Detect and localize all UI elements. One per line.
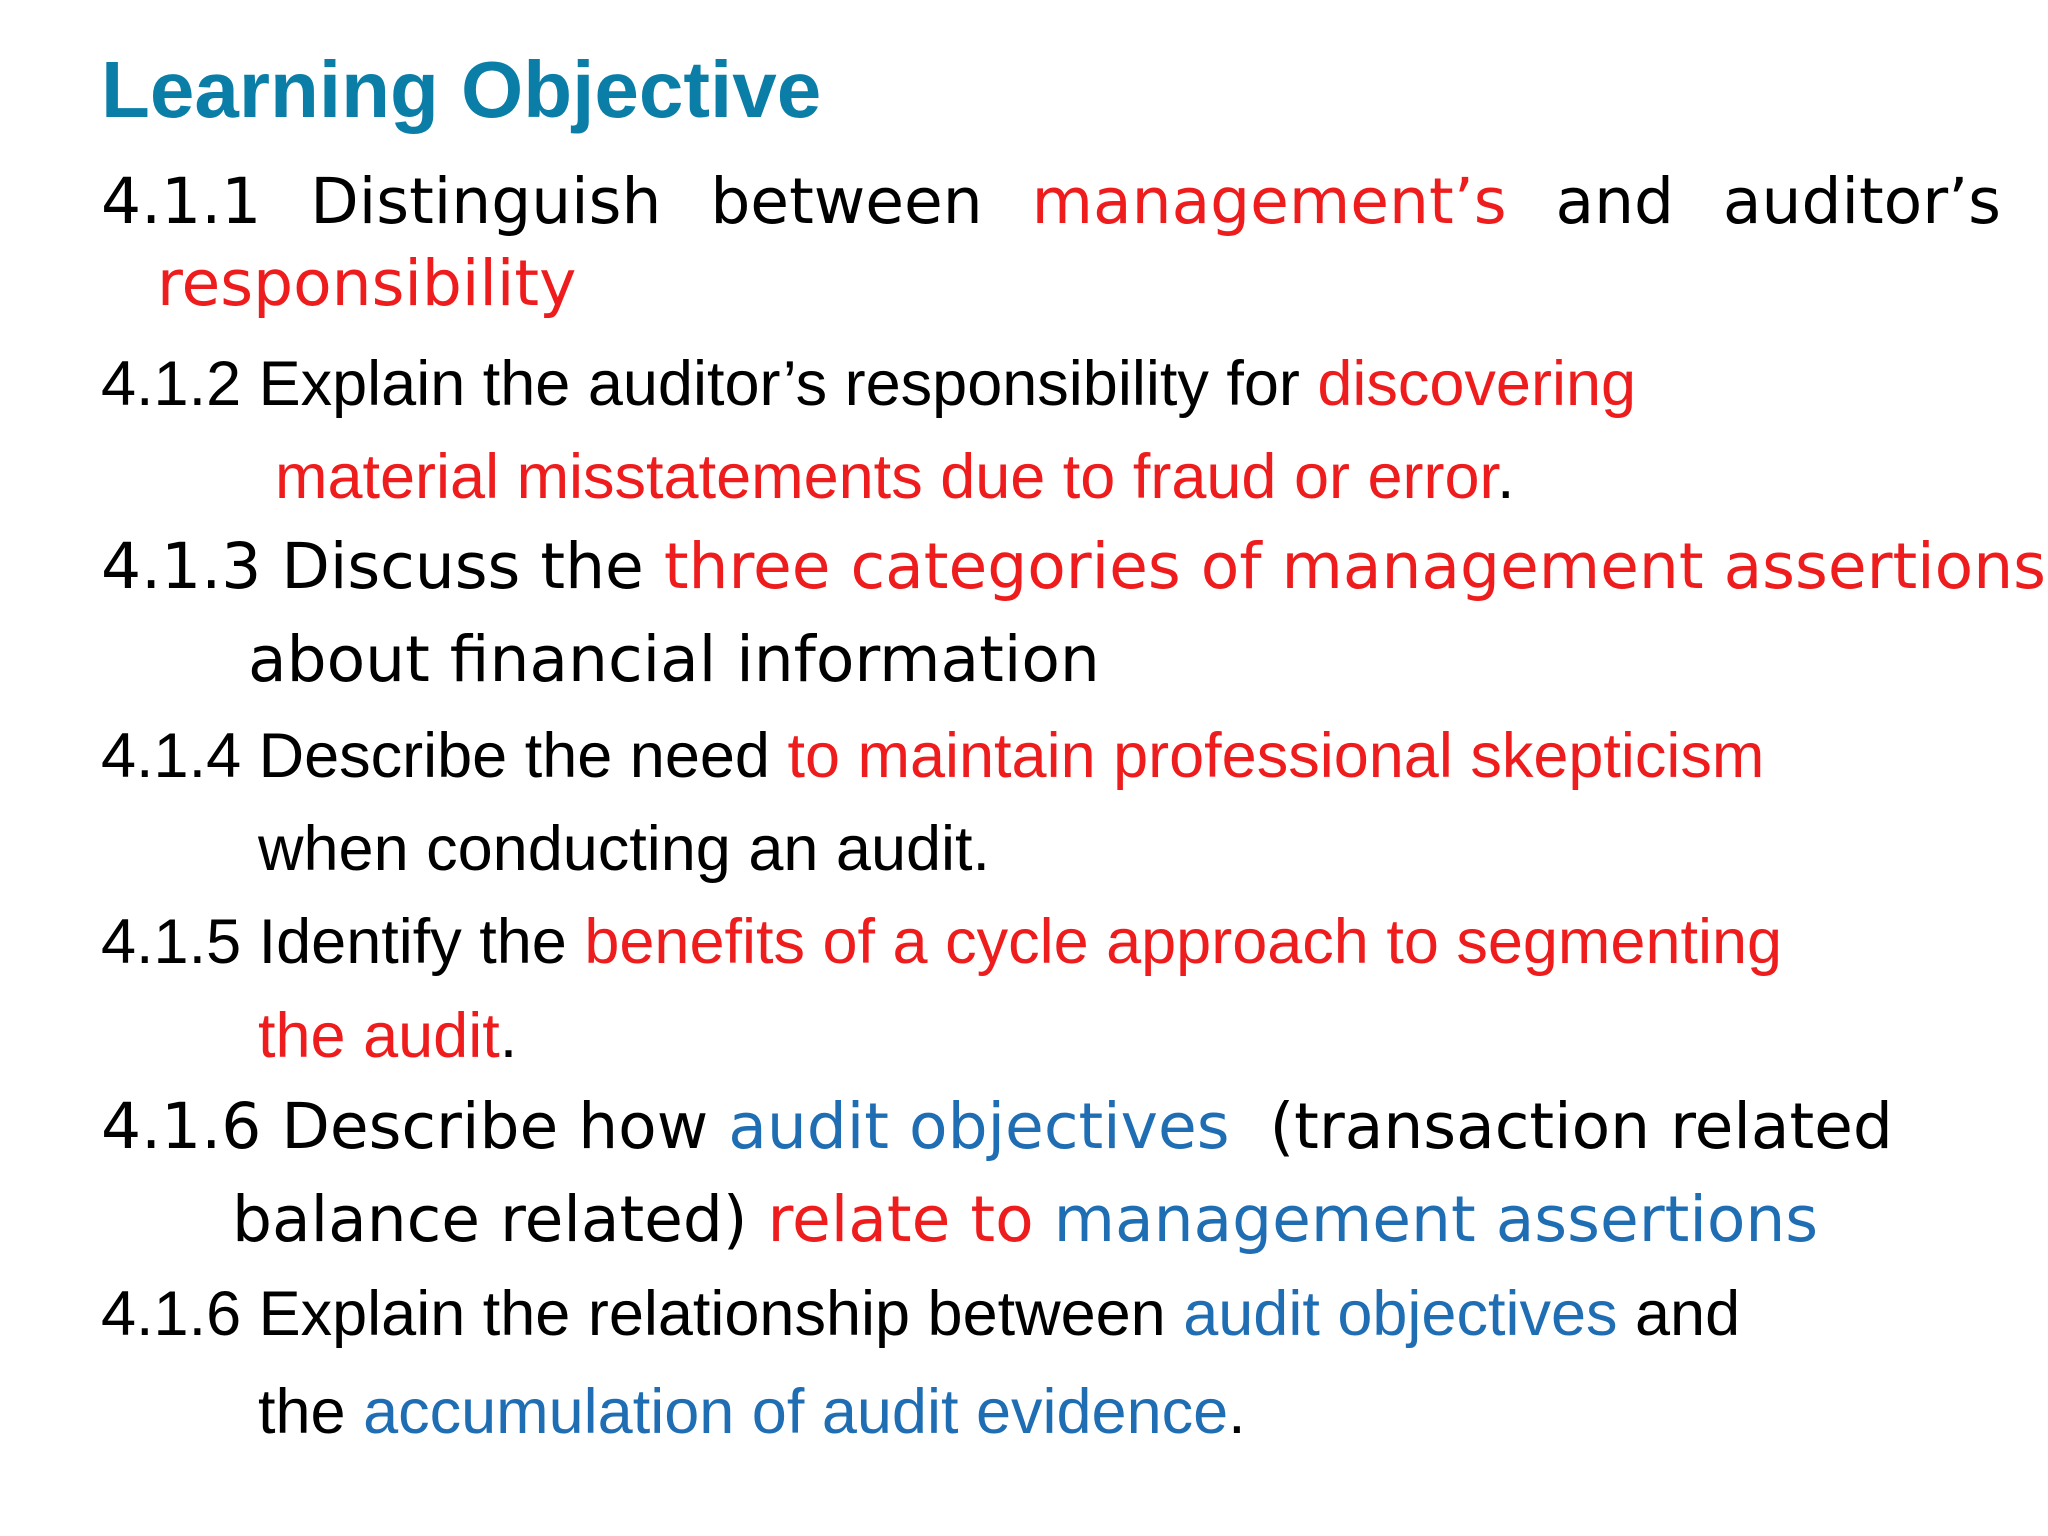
- objective-3-text: 4.1.3 Discuss the: [101, 530, 664, 603]
- objective-1-word: and: [1555, 165, 1674, 238]
- objective-4-highlight: to maintain professional skepticism: [787, 721, 1765, 791]
- objective-3-highlight: three categories of management assertions: [663, 530, 2046, 603]
- objective-4-line-2: [258, 813, 990, 885]
- objective-6-text: (transaction related: [1229, 1090, 1893, 1163]
- objective-1-word: auditor’s: [1722, 165, 2001, 238]
- objective-3-line-1: [101, 530, 2046, 603]
- objective-6-line-1: [101, 1090, 1893, 1163]
- objective-6-line-2: [232, 1183, 1818, 1256]
- objective-1-word: Distinguish: [310, 165, 662, 238]
- objective-1-line-2: [157, 247, 576, 320]
- objective-3-text: about financial information: [248, 623, 1100, 696]
- objective-7-text: 4.1.6 Explain the relationship between: [101, 1279, 1184, 1349]
- objective-7-text: and: [1617, 1279, 1741, 1349]
- objective-2-text: 4.1.2 Explain the auditor’s responsibility for: [101, 349, 1318, 419]
- objective-7-keyword: audit objectives: [1183, 1279, 1618, 1349]
- objective-2-highlight: discovering: [1317, 349, 1637, 419]
- objective-6-keyword: audit objectives: [728, 1090, 1230, 1163]
- objective-7-keyword: accumulation of audit evidence: [363, 1377, 1229, 1447]
- objective-1-highlight: responsibility: [157, 247, 577, 320]
- objective-7-text: the: [258, 1377, 364, 1447]
- objective-6-text: balance related): [232, 1183, 768, 1256]
- objective-6-keyword: management assertions: [1053, 1183, 1819, 1256]
- objective-6-text: 4.1.6 Describe how: [101, 1090, 729, 1163]
- objective-2-line-2: [275, 441, 1515, 513]
- objective-1-line-1: [101, 165, 2001, 238]
- objective-7-line-2: [258, 1376, 1246, 1448]
- objective-5-period: .: [499, 1001, 518, 1071]
- objective-5-highlight: the audit: [258, 1001, 500, 1071]
- objective-5-line-1: [101, 906, 1782, 978]
- slide-title: Learning Objective: [101, 45, 822, 134]
- objective-4-line-1: [101, 720, 1764, 792]
- objective-5-highlight: benefits of a cycle approach to segmenting: [584, 907, 1783, 977]
- objective-2-period: .: [1497, 442, 1515, 512]
- objective-1-word: between: [710, 165, 983, 238]
- objective-2-highlight: material misstatements due to fraud or error: [275, 442, 1498, 512]
- objective-1-number: 4.1.1: [101, 165, 262, 238]
- objective-7-period: .: [1228, 1377, 1246, 1447]
- objective-4-text: 4.1.4 Describe the need: [101, 721, 788, 791]
- objective-2-line-1: [101, 348, 1636, 420]
- objective-7-line-1: [101, 1278, 1740, 1350]
- objective-5-text: 4.1.5 Identify the: [101, 907, 585, 977]
- objective-5-line-2: [258, 1000, 517, 1072]
- objective-6-highlight: relate to: [767, 1183, 1054, 1256]
- objective-1-highlight: management’s: [1031, 165, 1507, 238]
- objective-3-line-2: [248, 623, 1100, 696]
- objective-4-text: when conducting an audit.: [258, 814, 991, 884]
